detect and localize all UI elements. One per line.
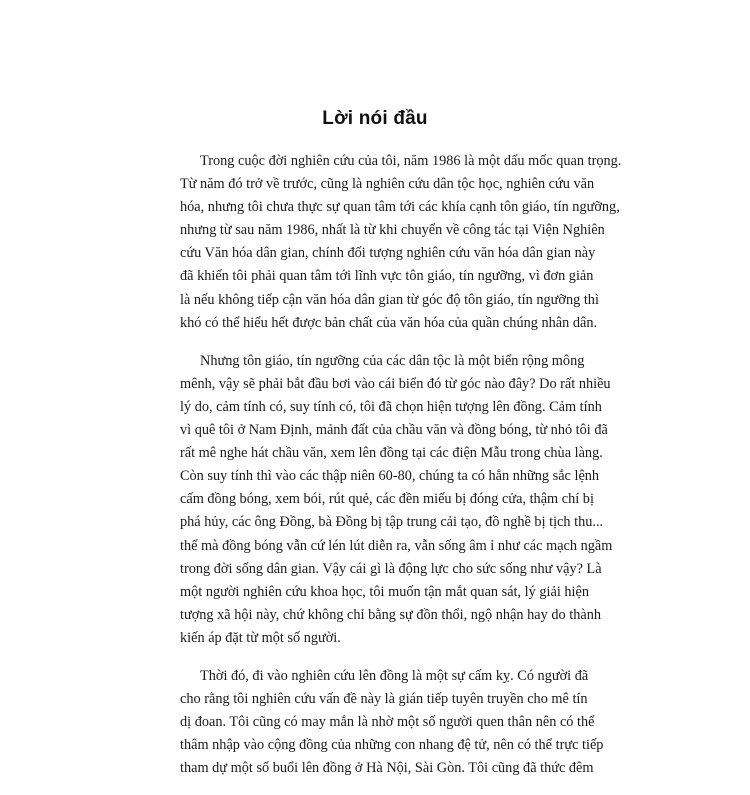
body-text — [180, 150, 622, 795]
text-line: Trong cuộc đời nghiên cứu của tôi, năm 1986 là một dấu mốc quan trọng. — [200, 153, 622, 169]
text-line: Còn suy tính thì vào các thập niên 60-80, chúng ta có hẳn những sắc lệnh — [180, 468, 600, 485]
text-line: hóa, nhưng tôi chưa thực sự quan tâm tới các khía cạnh tôn giáo, tín ngưỡng, — [180, 199, 620, 216]
text-line: một người nghiên cứu khoa học, tôi muốn tận mắt quan sát, lý giải hiện — [180, 583, 590, 600]
text-line: là nếu không tiếp cận văn hóa dân gian từ góc độ tôn giáo, tín ngưỡng thì — [180, 291, 599, 308]
text-line: nhưng từ sau năm 1986, nhất là từ khi chuyển về công tác tại Viện Nghiên — [180, 222, 605, 239]
page-title: Lời nói đầu — [322, 108, 428, 129]
text-line: rất mê nghe hát chầu văn, xem lên đồng tại các điện Mẫu trong chùa làng. — [180, 445, 603, 462]
paragraph — [180, 150, 622, 335]
text-line: tượng xã hội này, chứ không chỉ bằng sự đồn thổi, ngộ nhận hay do thành — [180, 606, 601, 623]
text-line: thâm nhập vào cộng đồng của những con nhang đệ tử, nên có thể trực tiếp — [180, 737, 604, 754]
text-line: vì quê tôi ở Nam Định, mảnh đất của chầu văn và đồng bóng, từ nhỏ tôi đã — [180, 422, 608, 439]
text-line: lý do, cảm tính có, suy tính có, tôi đã chọn hiện tượng lên đồng. Cảm tính — [180, 398, 602, 415]
text-line: cho rằng tôi nghiên cứu vấn đề này là gián tiếp tuyên truyền cho mê tín — [180, 691, 588, 708]
text-line: khó có thể hiểu hết được bản chất của văn hóa của quần chúng nhân dân. — [180, 314, 598, 331]
text-line: tham dự một số buổi lên đồng ở Hà Nội, Sài Gòn. Tôi cũng đã thức đêm — [180, 760, 594, 777]
text-line: trong đời sống dân gian. Vậy cái gì là động lực cho sức sống như vậy? Là — [180, 560, 602, 577]
text-line: kiến áp đặt từ một số người. — [180, 629, 341, 646]
text-line: cấm đồng bóng, xem bói, rút quẻ, các đền miếu bị đóng cửa, thậm chí bị — [180, 491, 594, 508]
text-line: thế mà đồng bóng vẫn cứ lén lút diễn ra, vẫn sống âm ỉ như các mạch ngầm — [180, 537, 613, 554]
text-line: Nhưng tôn giáo, tín ngưỡng của các dân tộc là một biển rộng mông — [200, 352, 585, 369]
text-line: dị đoan. Tôi cũng có may mắn là nhờ một số người quen thân nên có thể — [180, 714, 595, 731]
text-line: đã khiến tôi phải quan tâm tới lĩnh vực tôn giáo, tín ngưỡng, vì đơn giản — [180, 268, 594, 285]
paragraph — [180, 350, 613, 650]
text-line: phá hủy, các ông Đồng, bà Đồng bị tập trung cải tạo, đồ nghề bị tịch thu... — [180, 514, 604, 531]
text-line: Từ năm đó trở về trước, cũng là nghiên cứu dân tộc học, nghiên cứu văn — [180, 176, 595, 193]
paragraph — [180, 665, 604, 780]
text-line: cứu Văn hóa dân gian, chính đối tượng nghiên cứu văn hóa dân gian này — [180, 245, 596, 262]
text-line: Thời đó, đi vào nghiên cứu lên đồng là một sự cấm kỵ. Có người đã — [200, 667, 589, 684]
text-line: mênh, vậy sẽ phải bắt đầu bơi vào cái biển đó từ góc nào đây? Do rất nhiều — [180, 375, 611, 392]
